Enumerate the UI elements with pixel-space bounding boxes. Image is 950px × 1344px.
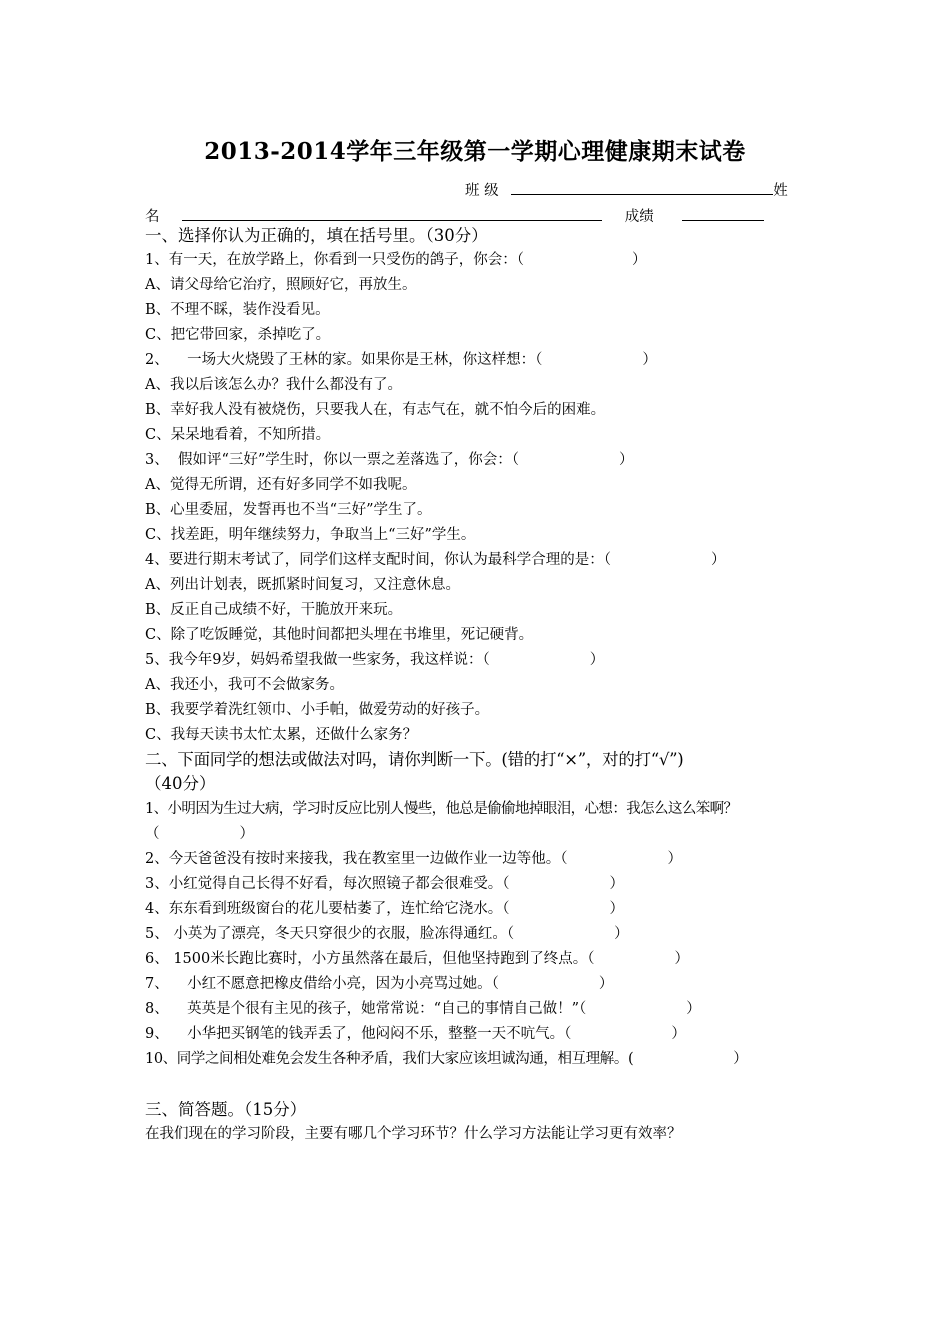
close-paren: ） [674,951,689,967]
question-3 [145,450,825,470]
option-1b: B、不理不睬，装作没看见。 [145,302,330,318]
section-2-score: （40分） [145,774,216,793]
close-paren: ） [609,901,624,917]
judge-3-text: 3、小红觉得自己长得不好看，每次照镜子都会很难受。（ [145,876,510,892]
judge-6-text: 6、 1500米长跑比赛时，小方虽然落在最后，但他坚持跑到了终点。（ [145,951,595,967]
option-5a: A、我还小，我可不会做家务。 [145,677,344,693]
judge-6 [145,949,825,969]
close-paren: ） [671,1026,686,1042]
close-paren: ） [619,452,634,468]
judge-4 [145,899,825,919]
close-paren: ） [710,552,726,568]
close-paren: ） [614,926,629,942]
short-answer-question: 在我们现在的学习阶段，主要有哪几个学习环节？什么学习方法能让学习更有效率？ [145,1126,682,1142]
option-4a: A、列出计划表，既抓紧时间复习，又注意休息。 [145,577,460,593]
judge-5 [145,924,825,944]
option-4b: B、反正自己成绩不好，干脆放开来玩。 [145,602,403,618]
close-paren: ） [631,252,647,268]
question-5 [145,650,825,670]
class-label: 班 级 [465,183,499,199]
name-label-part1: 姓 [773,183,788,199]
name-score-row [145,202,825,227]
class-blank[interactable] [511,176,773,195]
question-4-text: 4、要进行期末考试了，同学们这样支配时间，你认为最科学合理的是：（ [145,552,611,568]
judge-10 [145,1049,825,1069]
option-3a: A、觉得无所谓，还有好多同学不如我呢。 [145,477,417,493]
section-2-heading: 二、下面同学的想法或做法对吗，请你判断一下。(错的打“×”，对的打“√”) [145,750,684,769]
judge-2-text: 2、今天爸爸没有按时来接我，我在教室里一边做作业一边等他。（ [145,851,568,867]
judge-10-text: 10、同学之间相处难免会发生各种矛盾，我们大家应该坦诚沟通，相互理解。( [145,1051,634,1067]
close-paren: ） [239,826,254,842]
question-3-text: 3、 假如评“三好”学生时，你以一票之差落选了，你会：（ [145,452,520,468]
close-paren: ） [609,876,624,892]
class-name-row [465,176,810,201]
exam-title: 2013-2014学年三年级第一学期心理健康期末试卷 [204,138,746,165]
option-4c: C、除了吃饭睡觉，其他时间都把头埋在书堆里，死记硬背。 [145,627,534,643]
question-1 [145,250,825,270]
judge-9 [145,1024,825,1044]
open-paren: （ [145,826,160,842]
judge-5-text: 5、 小英为了漂亮，冬天只穿很少的衣服，脸冻得通红。（ [145,926,515,942]
question-2 [145,350,825,370]
judge-8-text: 8、 英英是个很有主见的孩子，她常常说：“自己的事情自己做！”（ [145,1001,587,1017]
option-5c: C、我每天读书太忙太累，还做什么家务？ [145,727,418,743]
judge-8 [145,999,825,1019]
section-1-heading: 一、选择你认为正确的，填在括号里。（30分） [145,226,488,245]
close-paren: ） [667,851,682,867]
option-5b: B、我要学着洗红领巾、小手帕，做爱劳动的好孩子。 [145,702,490,718]
score-blank[interactable] [682,202,764,221]
question-5-text: 5、我今年9岁，妈妈希望我做一些家务，我这样说：（ [145,652,490,668]
option-1a: A、请父母给它治疗，照顾好它，再放生。 [145,277,417,293]
judge-4-text: 4、东东看到班级窗台的花儿要枯萎了，连忙给它浇水。（ [145,901,510,917]
option-3c: C、找差距，明年继续努力，争取当上“三好”学生。 [145,527,476,543]
option-2c: C、呆呆地看着，不知所措。 [145,427,331,443]
close-paren: ） [589,652,605,668]
judge-2 [145,849,825,869]
judge-7-text: 7、 小红不愿意把橡皮借给小亮，因为小亮骂过她。（ [145,976,499,992]
question-4 [145,550,825,570]
question-2-text: 2、 一场大火烧毁了王林的家。如果你是王林，你这样想：（ [145,352,543,368]
judge-1-paren [145,824,825,844]
judge-9-text: 9、 小华把买钢笔的钱弄丢了，他闷闷不乐，整整一天不吭气。（ [145,1026,572,1042]
judge-7 [145,974,825,994]
question-1-text: 1、有一天，在放学路上，你看到一只受伤的鸽子，你会：（ [145,252,524,268]
close-paren: ） [598,976,614,992]
close-paren: ） [686,1001,701,1017]
option-1c: C、把它带回家，杀掉吃了。 [145,327,331,343]
close-paren: ） [733,1051,748,1067]
judge-1: 1、小明因为生过大病，学习时反应比别人慢些，他总是偷偷地掉眼泪，心想：我怎么这么笨啊？ [145,801,738,817]
name-label-part2: 名 [145,209,160,225]
option-3b: B、心里委屈，发誓再也不当“三好”学生了。 [145,502,432,518]
section-3-heading: 三、简答题。（15分） [145,1100,307,1119]
option-2b: B、幸好我人没有被烧伤，只要我人在，有志气在，就不怕今后的困难。 [145,402,606,418]
close-paren: ） [642,352,657,368]
option-2a: A、我以后该怎么办？我什么都没有了。 [145,377,402,393]
judge-3 [145,874,825,894]
score-label: 成绩 [624,209,654,225]
name-blank[interactable] [182,202,602,221]
